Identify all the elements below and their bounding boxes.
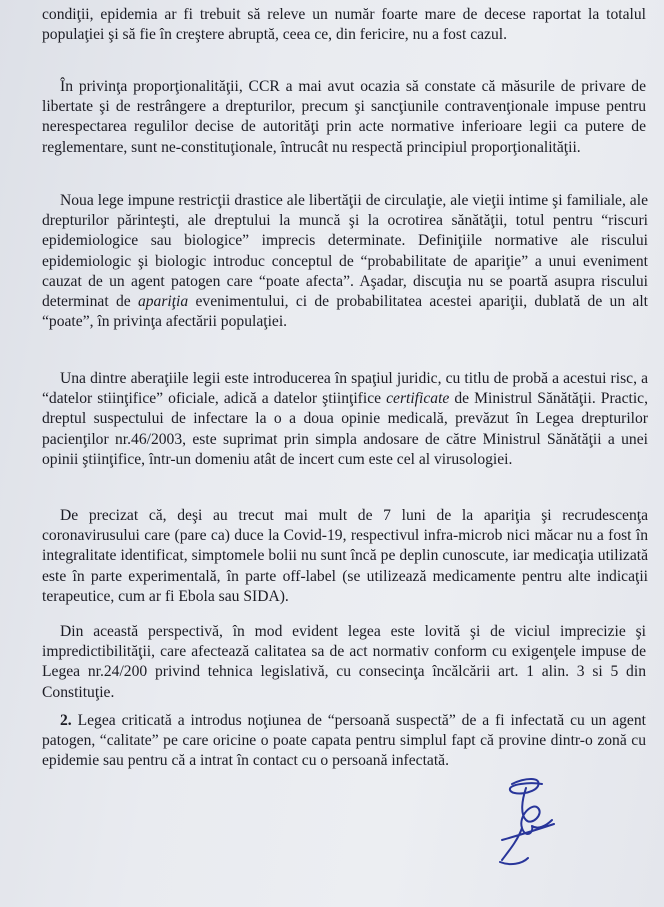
paragraph-5-text: De precizat că, deşi au trecut mai mult de 7 luni de la apariţia şi recrudescenţa coronavirusului care (pare ca) duce la Covid-19, respectivul infra-microb nici măcar nu a fost în integralitate identificat, simptomele bolii nu sunt încă pe deplin cunoscute, iar medicaţia utilizată este în parte experimentală, în parte off-label (se utilizează medicamente pentru alte indicaţii terapeutice, cum ar fi Ebola sau SIDA). <box>42 507 648 605</box>
paragraph-3-italic: apariţia <box>137 293 189 311</box>
paragraph-3-text-a: Noua lege impune restricţii drastice ale libertăţii de circulaţie, ale vieţii intime şi familiale, ale drepturilor părinteşti, ale dreptului la muncă şi la ocrotirea sănătăţii, totul pentru “riscuri epidemiologice sau biologice” imprecis determinate. Definiţiile normative ale riscului epidemiologic şi biologic introduc conceptul de “probabilitate de apariţie” a unui eveniment cauzat de un agent patogen care “poate afecta”. Aşadar, discuţia nu se poartă asupra riscului determinat de <box>42 192 648 311</box>
paragraph-5 <box>42 506 648 607</box>
paragraph-3 <box>42 191 648 332</box>
paragraph-4 <box>42 369 648 470</box>
paragraph-3-text-b: evenimentului, ci de probabilitatea acestei apariţii, dublată de un alt “poate”, în privinţa afectării populaţiei. <box>42 293 648 331</box>
paragraph-6 <box>42 622 646 703</box>
paragraph-2-text: În privinţa proporţionalităţii, CCR a mai avut ocazia să constate că măsurile de privare de libertate şi de restrângere a drepturilor, precum şi sancţiunile contravenţionale impuse pentru nerespectarea regulilor decise de autorităţi prin acte normative inferioare legii ca putere de reglementare, sunt ne-constituţionale, întrucât nu respectă principiul proporţionalităţii. <box>42 78 646 156</box>
paragraph-1-text: condiţii, epidemia ar fi trebuit să releve un număr foarte mare de decese raportat la totalul populaţiei şi să fie în creştere abruptă, ceea ce, din fericire, nu a fost cazul. <box>42 6 646 44</box>
paragraph-4-text-b: de Ministrul Sănătăţii. Practic, dreptul suspectului de infectare la o a doua opinie medicală, prevăzut în Legea drepturilor pacienţilor nr.46/2003, este suprimat prin simpla andosare de către Ministrul Sănătăţii a unei opinii ştiinţifice, într-un domeniu atât de incert cum este cel al virusologiei. <box>42 390 648 468</box>
paragraph-4-text-a: Una dintre aberaţiile legii este introducerea în spaţiul juridic, cu titlu de probă a acestui risc, a “datelor stiinţifice” oficiale, adică a datelor ştiinţifice <box>42 370 648 408</box>
paragraph-7 <box>42 711 646 772</box>
handwritten-signature <box>482 770 572 870</box>
paragraph-1 <box>42 5 646 45</box>
paragraph-6-text: Din această perspectivă, în mod evident legea este lovită şi de viciul imprecizie şi impredictibilităţii, care afectează calitatea sa de act normativ conform cu exigenţele impuse de Legea nr.24/200 privind tehnica legislativă, cu consecinţa încălcării art. 1 alin. 3 si 5 din Constituţie. <box>42 623 646 701</box>
paragraph-7-text: Legea criticată a introdus noţiunea de “persoană suspectă” de a fi infectată cu un agent patogen, “calitate” pe care oricine o poate capata pentru simplul fapt că provine dintr-o zonă cu epidemie sau pentru că a intrat în contact cu o persoană infectată. <box>42 712 646 770</box>
paragraph-2 <box>42 77 646 158</box>
section-number: 2. <box>60 712 72 729</box>
paragraph-4-italic: certificate <box>386 390 450 408</box>
